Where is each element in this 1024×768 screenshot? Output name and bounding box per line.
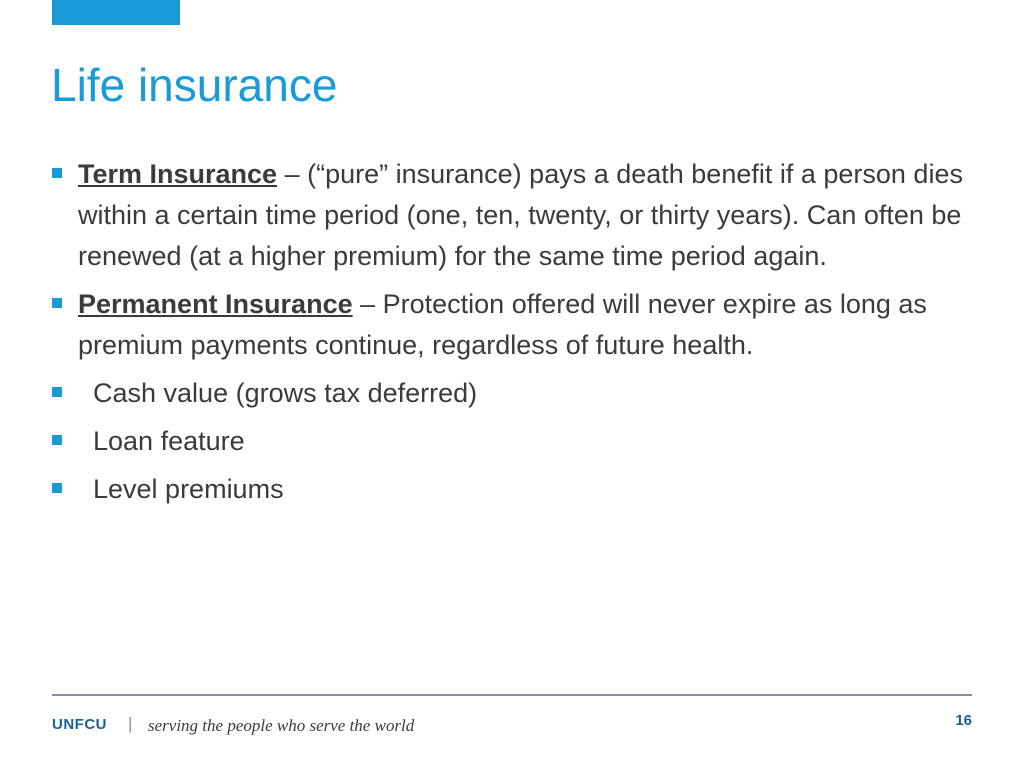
term-insurance-label: Term Insurance [78,159,278,189]
bullet-loan-feature [52,421,982,462]
footer-brand-logo: UNFCU [52,716,107,733]
cash-value-text: Cash value (grows tax deferred) [93,378,478,408]
square-bullet-icon [52,387,62,397]
bullet-list [52,154,982,517]
square-bullet-icon [52,298,62,308]
term-insurance-description: – (“pure” insurance) pays a death benefit if a person dies within a certain time period (one, ten, twenty, or thirty years). Can often be renewed (at a higher premium) for the same time period again. [78,159,963,271]
permanent-insurance-label: Permanent Insurance [78,289,353,319]
slide-title: Life insurance [51,59,338,111]
square-bullet-icon [52,483,62,493]
permanent-insurance-description: – Protection offered will never expire as long as premium payments continue, regardless of future health. [78,289,927,360]
title-accent-bar [52,0,180,25]
loan-feature-text: Loan feature [93,426,245,456]
footer-separator: | [128,714,133,733]
footer-divider [52,694,972,696]
square-bullet-icon [52,168,62,178]
page-number: 16 [955,712,972,729]
footer-tagline: serving the people who serve the world [148,716,415,735]
bullet-level-premiums [52,469,982,510]
square-bullet-icon [52,435,62,445]
bullet-cash-value [52,373,982,414]
bullet-permanent-insurance [52,284,982,366]
level-premiums-text: Level premiums [93,474,284,504]
bullet-term-insurance [52,154,982,277]
